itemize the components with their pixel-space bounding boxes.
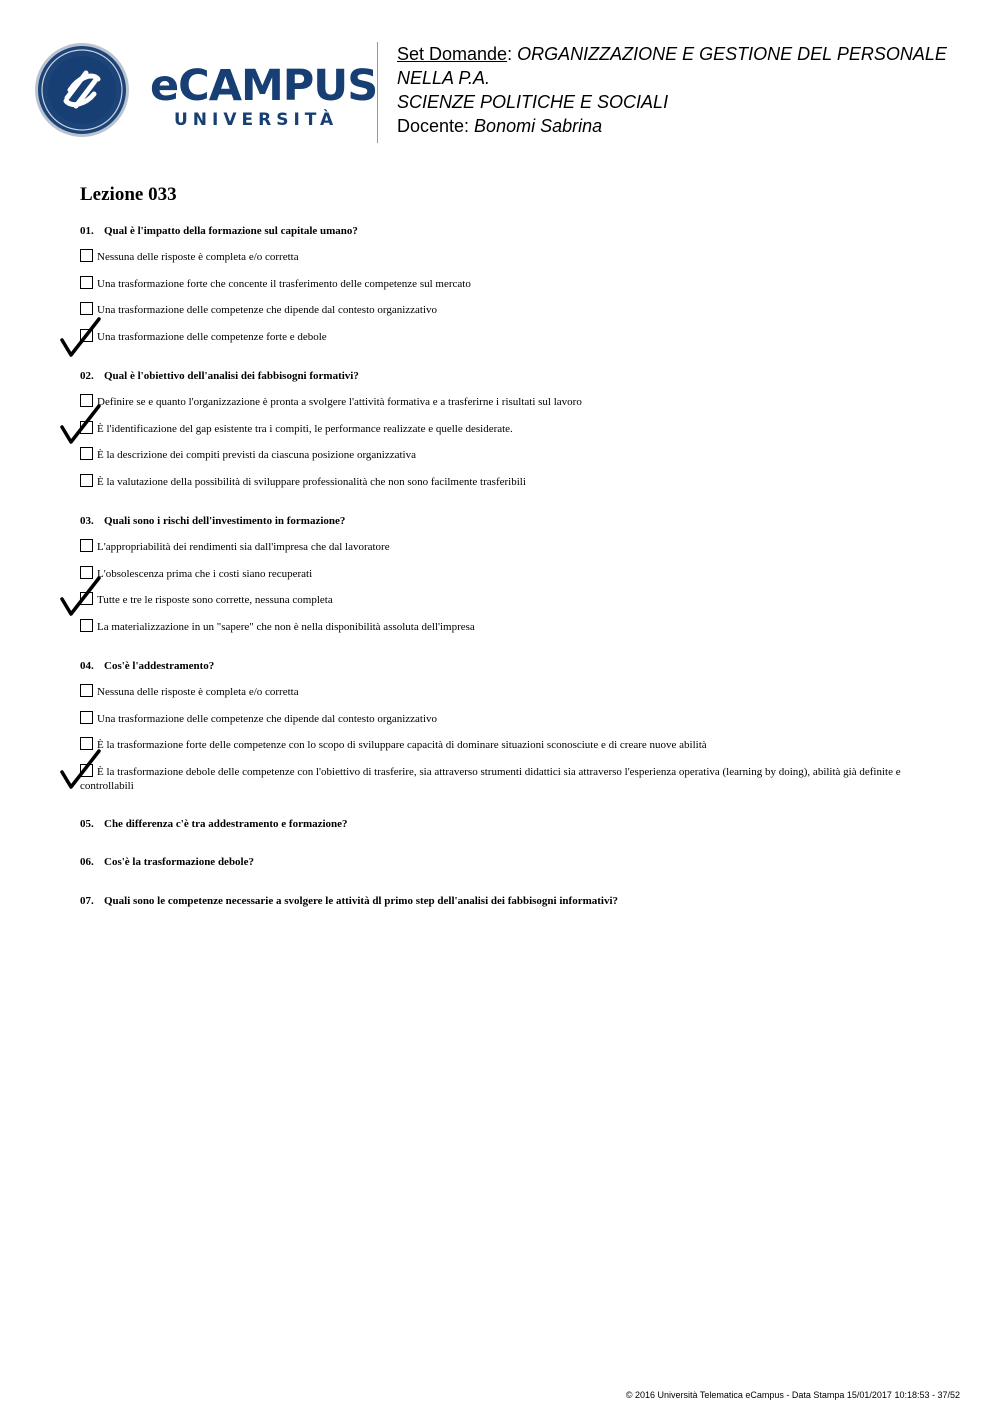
answer-option[interactable] xyxy=(80,303,930,317)
question-text: Cos'è la trasformazione debole? xyxy=(104,856,254,868)
answer-checkbox[interactable] xyxy=(80,539,93,552)
question-number: 04. xyxy=(80,660,94,672)
page-footer: © 2016 Università Telematica eCampus - Data Stampa 15/01/2017 10:18:53 - 37/52 xyxy=(625,1390,960,1400)
answer-text: Definire se e quanto l'organizzazione è pronta a svolgere l'attività formativa e a trasferirne i risultati sul lavoro xyxy=(97,396,582,408)
question-text: Qual è l'obiettivo dell'analisi dei fabbisogni formativi? xyxy=(104,370,359,382)
check-mark-icon xyxy=(59,575,105,619)
answer-option[interactable] xyxy=(80,448,930,462)
question-number: 07. xyxy=(80,895,94,907)
question-number: 03. xyxy=(80,515,94,527)
lesson-title: Lezione 033 xyxy=(80,184,177,205)
question-number: 01. xyxy=(80,225,94,237)
teacher-name: Bonomi Sabrina xyxy=(474,116,603,136)
question-7 xyxy=(80,894,618,908)
question-4 xyxy=(80,659,214,673)
answer-option[interactable] xyxy=(80,250,930,264)
set-label: Set Domande xyxy=(397,44,508,64)
question-2 xyxy=(80,369,359,383)
answer-checkbox[interactable] xyxy=(80,619,93,632)
question-text: Quali sono le competenze necessarie a svolgere le attività dl primo step dell'analisi dei fabbisogni informativi? xyxy=(104,895,619,907)
question-5 xyxy=(80,817,348,831)
answer-option[interactable] xyxy=(80,422,930,436)
answer-text: È la descrizione dei compiti previsti da ciascuna posizione organizzativa xyxy=(97,449,416,461)
answer-text: Una trasformazione delle competenze che dipende dal contesto organizzativo xyxy=(97,304,438,316)
answer-option[interactable] xyxy=(80,620,930,634)
answer-checkbox[interactable] xyxy=(80,711,93,724)
answer-option[interactable] xyxy=(80,395,930,409)
answer-option[interactable] xyxy=(80,765,930,793)
answer-option[interactable] xyxy=(80,330,930,344)
question-text: Cos'è l'addestramento? xyxy=(104,660,215,672)
ecampus-logo xyxy=(34,42,378,142)
answer-option[interactable] xyxy=(80,685,930,699)
answer-checkbox[interactable] xyxy=(80,447,93,460)
question-number: 02. xyxy=(80,370,94,382)
header-divider xyxy=(377,42,378,143)
check-mark-icon xyxy=(59,316,105,360)
answer-option[interactable] xyxy=(80,593,930,607)
ecampus-emblem-icon xyxy=(34,42,130,138)
question-6 xyxy=(80,855,254,869)
question-number: 05. xyxy=(80,818,94,830)
answer-text: Nessuna delle risposte è completa e/o corretta xyxy=(97,251,299,263)
faculty-name: SCIENZE POLITICHE E SOCIALI xyxy=(397,92,669,112)
question-text: Quali sono i rischi dell'investimento in formazione? xyxy=(104,515,346,527)
answer-text: Una trasformazione delle competenze forte e debole xyxy=(97,331,327,343)
brand-name: eCAMPUS xyxy=(150,61,378,111)
question-text: Che differenza c'è tra addestramento e formazione? xyxy=(104,818,348,830)
check-mark-icon xyxy=(59,403,105,447)
answer-option[interactable] xyxy=(80,540,930,554)
answer-text: L'obsolescenza prima che i costi siano recuperati xyxy=(97,568,313,580)
answer-text: È la valutazione della possibilità di sviluppare professionalità che non sono facilmente trasferibili xyxy=(97,476,526,488)
answer-text: Tutte e tre le risposte sono corrette, nessuna completa xyxy=(97,594,333,606)
header-info xyxy=(397,42,987,138)
answer-text: Nessuna delle risposte è completa e/o corretta xyxy=(97,686,299,698)
set-separator: : xyxy=(507,44,518,64)
answer-checkbox[interactable] xyxy=(80,249,93,262)
answer-text: È la trasformazione debole delle competenze con l'obiettivo di trasferire, sia attraverso strumenti didattici sia attraverso l'esperienza operativa (learning by doing), abilità già definite e controllabili xyxy=(80,766,901,792)
answer-option[interactable] xyxy=(80,738,930,752)
question-3 xyxy=(80,514,345,528)
answer-checkbox[interactable] xyxy=(80,302,93,315)
answer-option[interactable] xyxy=(80,277,930,291)
ecampus-wordmark xyxy=(150,61,378,130)
answer-text: È la trasformazione forte delle competenze con lo scopo di sviluppare capacità di dominare situazioni sconosciute e di creare nuove abilità xyxy=(97,739,707,751)
course-title xyxy=(397,42,987,90)
answer-text: È l'identificazione del gap esistente tra i compiti, le performance realizzate e quelle desiderate. xyxy=(97,423,513,435)
answer-option[interactable] xyxy=(80,712,930,726)
answer-checkbox[interactable] xyxy=(80,474,93,487)
question-text: Qual è l'impatto della formazione sul capitale umano? xyxy=(104,225,358,237)
teacher-line xyxy=(397,114,987,138)
answer-text: Una trasformazione delle competenze che dipende dal contesto organizzativo xyxy=(97,713,438,725)
answer-checkbox[interactable] xyxy=(80,276,93,289)
answer-option[interactable] xyxy=(80,567,930,581)
question-1 xyxy=(80,224,358,238)
course-name: ORGANIZZAZIONE E GESTIONE DEL PERSONALE NELLA P.A. xyxy=(397,44,947,88)
answer-checkbox[interactable] xyxy=(80,684,93,697)
question-number: 06. xyxy=(80,856,94,868)
brand-subtitle: UNIVERSITÀ xyxy=(174,110,339,130)
check-mark-icon xyxy=(59,748,105,792)
answer-option[interactable] xyxy=(80,475,930,489)
teacher-label: Docente: xyxy=(397,116,475,136)
answer-text: La materializzazione in un "sapere" che non è nella disponibilità assoluta dell'impresa xyxy=(97,621,475,633)
answer-text: L'appropriabilità dei rendimenti sia dall'impresa che dal lavoratore xyxy=(97,541,390,553)
answer-text: Una trasformazione forte che concente il trasferimento delle competenze sul mercato xyxy=(97,278,471,290)
